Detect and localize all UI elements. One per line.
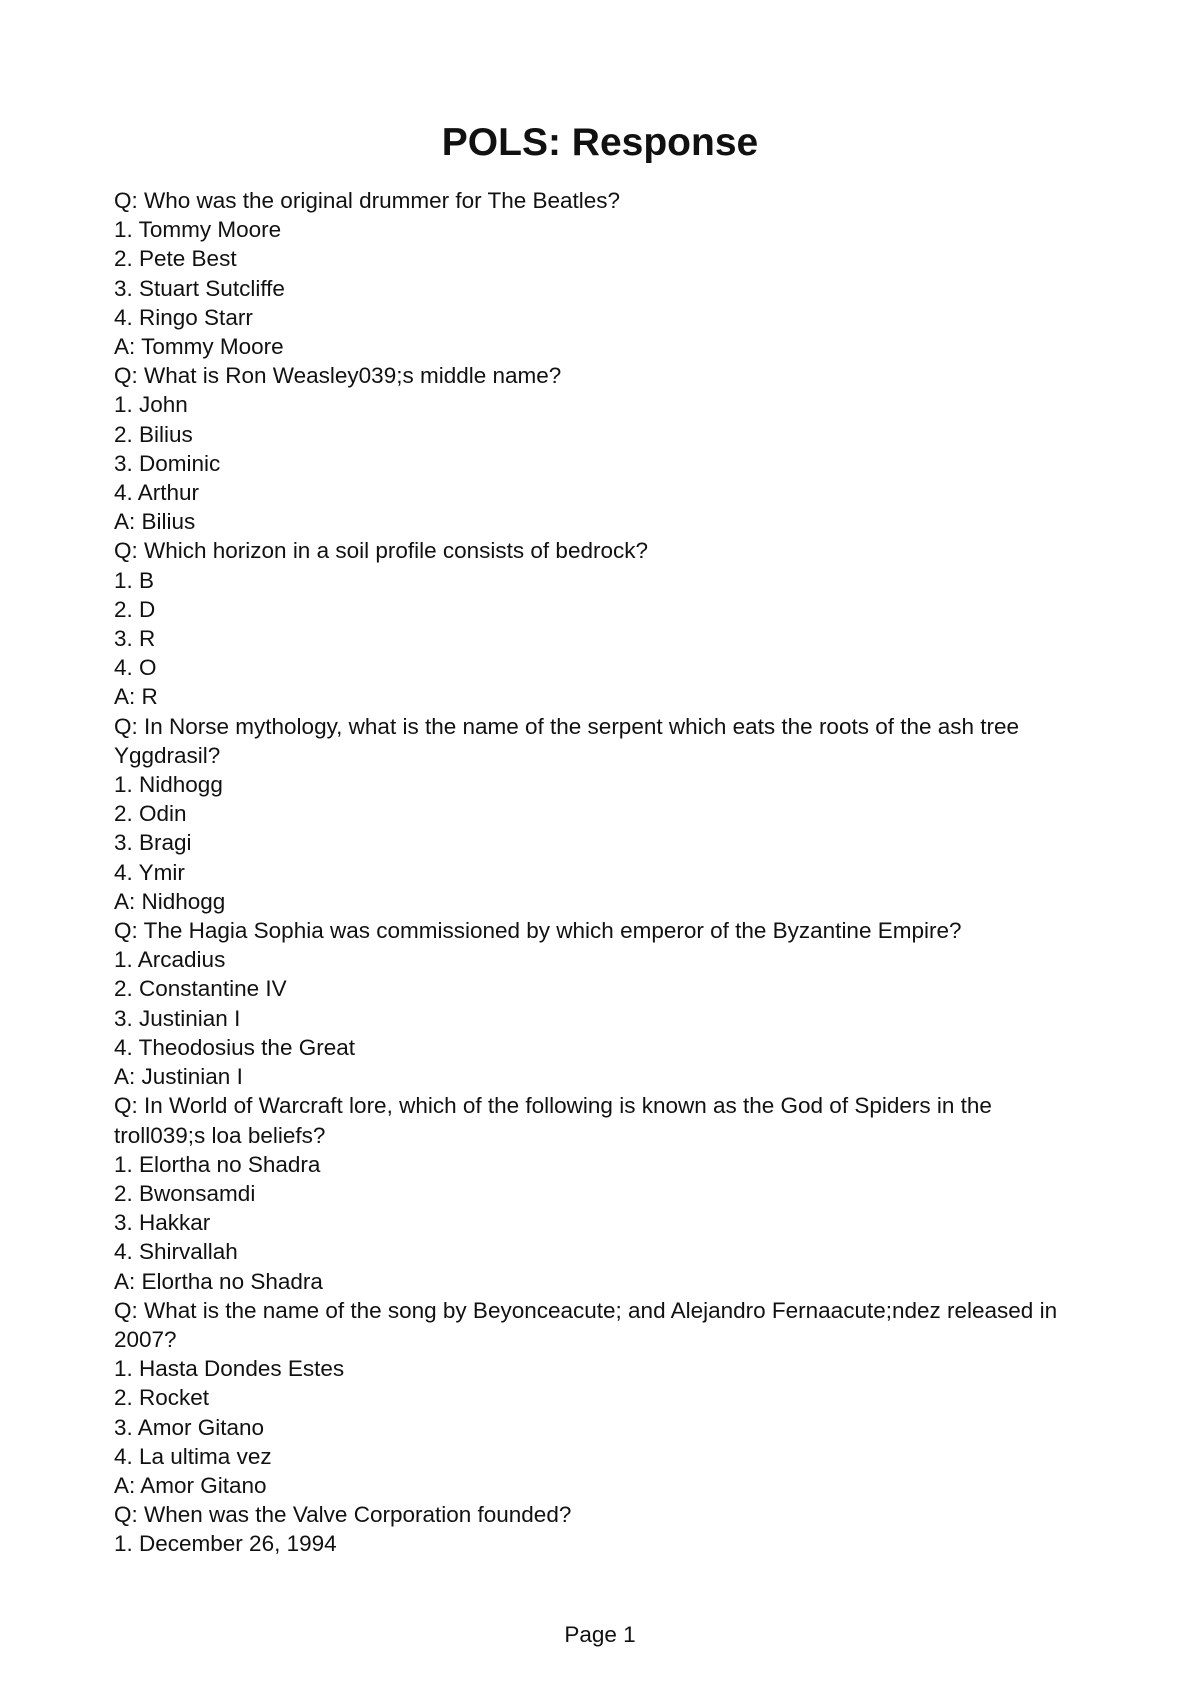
page-title: POLS: Response <box>441 121 759 164</box>
question-block <box>114 916 1074 1091</box>
option-item: 2. Constantine IV <box>114 976 287 1002</box>
option-list <box>114 770 1074 887</box>
answer-text: A: Tommy Moore <box>114 334 284 360</box>
question-block <box>114 1296 1074 1500</box>
question-text: Q: Which horizon in a soil profile consists of bedrock? <box>114 538 648 564</box>
option-list <box>114 566 1074 683</box>
option-item: 2. D <box>114 596 156 622</box>
option-item: 1. Hasta Dondes Estes <box>114 1356 345 1382</box>
option-list <box>114 1354 1074 1471</box>
question-block <box>114 1500 1074 1558</box>
question-text: Q: In Norse mythology, what is the name of the serpent which eats the roots of the ash tree Yggdrasil? <box>114 713 1020 768</box>
option-item: 2. Bwonsamdi <box>114 1180 256 1206</box>
question-list <box>114 186 1074 1559</box>
question-text: Q: When was the Valve Corporation founded? <box>114 1502 572 1528</box>
question-block <box>114 186 1074 361</box>
option-list <box>114 1150 1074 1267</box>
option-item: 3. Stuart Sutcliffe <box>114 275 285 301</box>
question-text: Q: What is the name of the song by Beyonceacute; and Alejandro Fernaacute;ndez released in 2007? <box>114 1297 1058 1352</box>
answer-text: A: Justinian I <box>114 1064 243 1090</box>
question-text: Q: What is Ron Weasley039;s middle name? <box>114 363 562 389</box>
option-item: 3. Hakkar <box>114 1210 211 1236</box>
option-item: 3. R <box>114 626 156 652</box>
question-block <box>114 536 1074 711</box>
question-text: Q: The Hagia Sophia was commissioned by which emperor of the Byzantine Empire? <box>114 918 962 944</box>
option-item: 1. December 26, 1994 <box>114 1531 337 1557</box>
option-item: 4. Ymir <box>114 859 185 885</box>
answer-text: A: Amor Gitano <box>114 1472 267 1498</box>
page-number: Page 1 <box>564 1622 636 1647</box>
question-block <box>114 712 1074 916</box>
option-item: 3. Bragi <box>114 830 192 856</box>
option-item: 2. Odin <box>114 801 187 827</box>
option-item: 1. Nidhogg <box>114 772 223 798</box>
option-item: 2. Pete Best <box>114 246 237 272</box>
question-block <box>114 361 1074 536</box>
option-item: 4. Ringo Starr <box>114 304 253 330</box>
option-item: 4. La ultima vez <box>114 1443 272 1469</box>
option-list <box>114 1529 1074 1558</box>
option-list <box>114 215 1074 332</box>
answer-text: A: R <box>114 684 158 710</box>
question-text: Q: In World of Warcraft lore, which of the following is known as the God of Spiders in the troll039;s loa beliefs? <box>114 1093 992 1148</box>
option-item: 3. Amor Gitano <box>114 1414 265 1440</box>
question-block <box>114 1091 1074 1295</box>
option-item: 1. B <box>114 567 155 593</box>
option-item: 3. Dominic <box>114 450 221 476</box>
answer-text: A: Nidhogg <box>114 888 226 914</box>
answer-text: A: Elortha no Shadra <box>114 1268 323 1294</box>
option-list <box>114 390 1074 507</box>
option-item: 4. Shirvallah <box>114 1239 238 1265</box>
question-text: Q: Who was the original drummer for The Beatles? <box>114 188 621 213</box>
option-item: 2. Rocket <box>114 1385 210 1411</box>
option-item: 1. Arcadius <box>114 947 226 973</box>
option-list <box>114 945 1074 1062</box>
option-item: 4. Arthur <box>114 480 200 506</box>
option-item: 4. Theodosius the Great <box>114 1034 355 1060</box>
option-item: 1. John <box>114 392 188 418</box>
answer-text: A: Bilius <box>114 509 196 535</box>
option-item: 4. O <box>114 655 157 681</box>
option-item: 1. Elortha no Shadra <box>114 1151 321 1177</box>
option-item: 3. Justinian I <box>114 1005 241 1031</box>
option-item: 2. Bilius <box>114 421 193 447</box>
option-item: 1. Tommy Moore <box>114 217 282 243</box>
